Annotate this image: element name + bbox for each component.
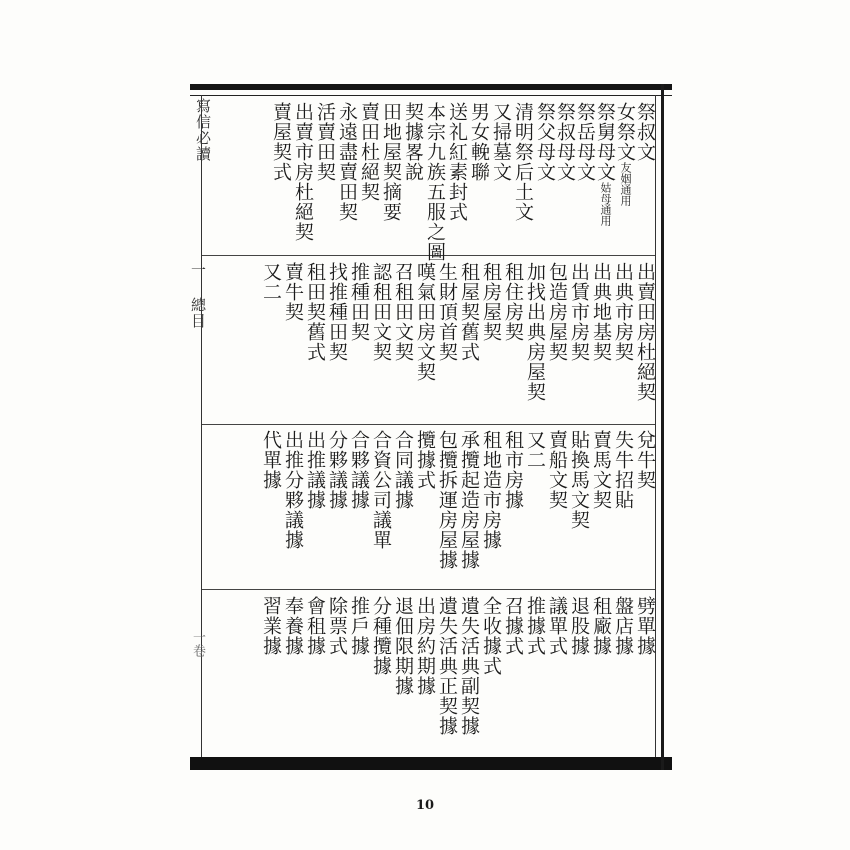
entry-4-2: 盤店據 [612,596,634,656]
entry-3-13: 合資公司議單 [370,430,392,550]
entry-2-13: 認租田文契 [370,262,392,362]
entry-4-7: 召據式 [502,596,524,656]
frame-top-rule [190,84,672,90]
entry-3-7: 租市房據 [502,430,524,510]
section-divider-2 [202,424,655,425]
entry-2-6: 加找出典房屋契 [524,262,546,402]
entry-3-3: 賣馬文契 [590,430,612,510]
entry-1-9: 男女輓聯 [468,102,490,182]
book-title: 寫信必讀 [194,98,212,162]
entry-3-1: 兌牛契 [634,430,656,490]
frame-top-thin-rule [190,95,672,96]
entry-4-1: 劈單據 [634,596,656,656]
entry-1-17: 出賣市房杜絕契 [292,102,314,242]
entry-4-14: 推戶據 [348,596,370,656]
entry-2-1: 出賣田房杜絕契 [634,262,656,402]
entry-3-15: 分夥議據 [326,430,348,510]
entry-1-8: 又掃墓文 [490,102,512,182]
entry-1-14: 賣田杜絕契 [358,102,380,202]
entry-4-12: 退佃限期據 [392,596,414,696]
entry-4-15: 除票式 [326,596,348,656]
page-number: 10 [415,798,435,813]
entry-1-18: 賣屋契式 [270,102,292,182]
entry-4-6: 推據式 [524,596,546,656]
entry-1-16: 活賣田契 [314,102,336,182]
entry-1-5: 祭叔母文 [554,102,576,182]
entry-4-5: 議單式 [546,596,568,656]
entry-2-9: 租屋契舊式 [458,262,480,362]
frame-bottom-rule [190,757,672,770]
entry-4-9: 遺失活典副契據 [458,596,480,736]
entry-2-2: 出典市房契 [612,262,634,362]
frame-right-inner-rule [655,95,656,757]
entry-2-10: 生財頂首契 [436,262,458,362]
entry-2-18: 又二 [260,262,282,302]
entry-1-2: 女祭文友姻通用 [614,102,636,206]
entry-2-7: 租住房契 [502,262,524,342]
margin-volume-label: 一卷 [190,630,205,658]
entry-1-3: 祭舅母文姑母通用 [594,102,616,226]
entry-4-16: 會租據 [304,596,326,656]
entry-3-16: 出推議據 [304,430,326,510]
entry-3-17: 出推分夥議據 [282,430,304,550]
section-divider-3 [202,589,655,590]
entry-2-12: 召租田文契 [392,262,414,362]
entry-2-15: 找推種田契 [326,262,348,362]
entry-4-18: 習業據 [260,596,282,656]
entry-3-14: 合夥議據 [348,430,370,510]
entry-1-13: 田地屋契摘要 [380,102,402,222]
entry-2-11: 嘆氣田房文契 [414,262,436,382]
entry-4-13: 分種攬據 [370,596,392,676]
entry-3-12: 合同議據 [392,430,414,510]
entry-4-4: 退股據 [568,596,590,656]
entry-1-11: 本宗九族五服之圖 [424,102,446,262]
entry-4-17: 奉養據 [282,596,304,656]
entry-3-9: 承攬起造房屋據 [458,430,480,570]
entry-4-8: 全收據式 [480,596,502,676]
entry-3-4: 貼換馬文契 [568,430,590,530]
entry-3-11: 攬據式 [414,430,436,490]
entry-3-10: 包攬拆運房屋據 [436,430,458,570]
entry-2-3: 出典地基契 [590,262,612,362]
entry-4-10: 遺失活典正契據 [436,596,458,736]
entry-3-8: 租地造市房據 [480,430,502,550]
entry-2-14: 推種田契 [348,262,370,342]
frame-right-rule [661,84,664,770]
entry-2-17: 賣牛契 [282,262,304,322]
entry-1-4: 祭岳母文 [574,102,596,182]
entry-1-1: 祭叔文 [634,102,656,162]
entry-1-10: 送礼紅素封式 [446,102,468,222]
entry-2-16: 租田契舊式 [304,262,326,362]
entry-1-7: 清明祭后土文 [512,102,534,222]
entry-2-4: 出賃市房契 [568,262,590,362]
entry-4-11: 出房約期據 [414,596,436,696]
margin-section-label: 一 總目 [189,262,207,329]
entry-3-5: 賣船文契 [546,430,568,510]
entry-2-5: 包造房屋契 [546,262,568,362]
entry-3-6: 又二 [524,430,546,470]
entry-1-6: 祭父母文 [534,102,556,182]
entry-1-12: 契據畧說 [402,102,424,182]
entry-3-18: 代單據 [260,430,282,490]
entry-3-2: 失牛招貼 [612,430,634,510]
entry-4-3: 租廠據 [590,596,612,656]
entry-2-8: 租房屋契 [480,262,502,342]
entry-1-15: 永遠盡賣田契 [336,102,358,222]
